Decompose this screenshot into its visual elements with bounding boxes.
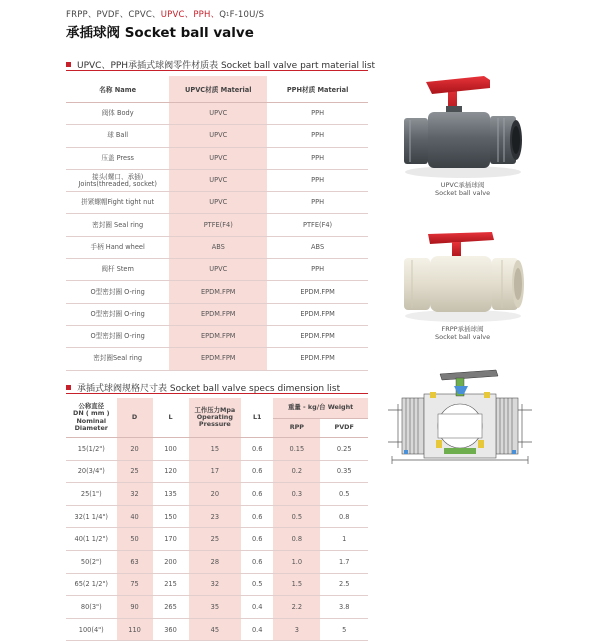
pressure-cell: 15 xyxy=(189,438,242,461)
col-l1-header: L1 xyxy=(241,398,273,438)
pph-material-cell: PTFE(F4) xyxy=(267,214,368,236)
pvdf-weight-cell: 1 xyxy=(320,528,368,551)
frpp-caption xyxy=(435,326,490,342)
pvdf-weight-cell: 0.25 xyxy=(320,438,368,461)
pressure-cell: 45 xyxy=(189,618,242,641)
d-cell: 110 xyxy=(117,618,153,641)
table-row xyxy=(66,618,368,641)
table-row xyxy=(66,460,368,483)
series-text-red: UPVC、PPH、 xyxy=(160,10,220,20)
pph-material-cell: PPH xyxy=(267,147,368,169)
pvdf-weight-cell: 5 xyxy=(320,618,368,641)
pph-material-cell: EPDM.FPM xyxy=(267,281,368,303)
table-row xyxy=(66,505,368,528)
table-row xyxy=(66,192,368,214)
upvc-material-cell: UPVC xyxy=(169,169,267,191)
l-cell: 100 xyxy=(153,438,189,461)
frpp-valve-image xyxy=(398,218,528,324)
table-row xyxy=(66,125,368,147)
d-cell: 63 xyxy=(117,550,153,573)
pressure-cell: 25 xyxy=(189,528,242,551)
pressure-cell: 35 xyxy=(189,596,242,619)
upvc-caption-line2: Socket ball valve xyxy=(435,188,491,197)
dn-cell: 65(2 1/2") xyxy=(66,573,117,596)
dn-label-4: Diameter xyxy=(74,423,108,432)
upvc-valve-image xyxy=(398,70,528,182)
part-name-cell: 手柄 Hand wheel xyxy=(66,236,169,258)
col-l-header: L xyxy=(153,398,189,438)
col-name-header: 名称 Name xyxy=(66,76,169,103)
d-cell: 20 xyxy=(117,438,153,461)
pph-material-cell: EPDM.FPM xyxy=(267,303,368,325)
pressure-label-1: 工作压力Mpa xyxy=(194,405,236,414)
spec-table xyxy=(66,398,368,641)
d-cell: 75 xyxy=(117,573,153,596)
col-pph-header: PPH材质 Material xyxy=(267,76,368,103)
rpp-weight-cell: 0.8 xyxy=(273,528,320,551)
material-rule xyxy=(66,70,368,71)
dn-label-1: 公称直径 xyxy=(78,402,105,411)
l-cell: 120 xyxy=(153,460,189,483)
l-cell: 360 xyxy=(153,618,189,641)
l1-cell: 0.4 xyxy=(241,618,273,641)
l1-cell: 0.6 xyxy=(241,438,273,461)
pressure-cell: 23 xyxy=(189,505,242,528)
pressure-cell: 32 xyxy=(189,573,242,596)
l1-cell: 0.6 xyxy=(241,550,273,573)
col-dn-header xyxy=(66,398,117,438)
l1-cell: 0.4 xyxy=(241,596,273,619)
table-row xyxy=(66,103,368,125)
upvc-material-cell: EPDM.FPM xyxy=(169,303,267,325)
l-cell: 215 xyxy=(153,573,189,596)
table-row xyxy=(66,169,368,191)
d-cell: 40 xyxy=(117,505,153,528)
d-cell: 25 xyxy=(117,460,153,483)
upvc-material-cell: UPVC xyxy=(169,125,267,147)
col-upvc-header: UPVC材质 Material xyxy=(169,76,267,103)
dn-cell: 40(1 1/2") xyxy=(66,528,117,551)
dn-cell: 80(3") xyxy=(66,596,117,619)
l1-cell: 0.6 xyxy=(241,528,273,551)
rpp-weight-cell: 1.0 xyxy=(273,550,320,573)
bullet-square-icon xyxy=(66,385,71,390)
table-row xyxy=(66,550,368,573)
table-row xyxy=(66,528,368,551)
d-cell: 32 xyxy=(117,483,153,506)
table-row xyxy=(66,303,368,325)
valve-cross-section-drawing xyxy=(384,364,536,474)
pvdf-weight-cell: 0.5 xyxy=(320,483,368,506)
joint-sublabel: Joints(threaded, socket) xyxy=(78,179,157,188)
l-cell: 170 xyxy=(153,528,189,551)
col-pvdf-header: PVDF xyxy=(320,419,368,438)
col-weight-header: 重量 - kg/台 Weight xyxy=(273,398,368,419)
l-cell: 265 xyxy=(153,596,189,619)
upvc-material-cell: PTFE(F4) xyxy=(169,214,267,236)
pph-material-cell: PPH xyxy=(267,103,368,125)
pph-material-cell: ABS xyxy=(267,236,368,258)
upvc-material-cell: EPDM.FPM xyxy=(169,325,267,347)
dn-cell: 100(4") xyxy=(66,618,117,641)
upvc-material-cell: UPVC xyxy=(169,103,267,125)
table-row xyxy=(66,483,368,506)
rpp-weight-cell: 0.15 xyxy=(273,438,320,461)
joint-label: 接头(螺口、承插) xyxy=(92,172,144,181)
col-d-header: D xyxy=(117,398,153,438)
frpp-caption-line1: FRPP承插球阀 xyxy=(441,325,484,333)
upvc-material-cell: ABS xyxy=(169,236,267,258)
table-row xyxy=(66,573,368,596)
pvdf-weight-cell: 0.8 xyxy=(320,505,368,528)
pph-material-cell: PPH xyxy=(267,192,368,214)
part-name-cell: 阀杆 Stem xyxy=(66,259,169,281)
spec-heading-text: 承插式球阀规格尺寸表 Socket ball valve specs dimension list xyxy=(77,384,341,394)
upvc-material-cell: EPDM.FPM xyxy=(169,281,267,303)
upvc-caption-line1: UPVC承插球阀 xyxy=(440,181,485,189)
rpp-weight-cell: 3 xyxy=(273,618,320,641)
part-name-cell: O型密封圈 O-ring xyxy=(66,303,169,325)
series-superscript: 1 xyxy=(226,12,230,18)
table-row xyxy=(66,348,368,370)
upvc-material-cell: UPVC xyxy=(169,259,267,281)
pvdf-weight-cell: 2.5 xyxy=(320,573,368,596)
dn-cell: 32(1 1/4") xyxy=(66,505,117,528)
l1-cell: 0.6 xyxy=(241,505,273,528)
table-row xyxy=(66,147,368,169)
upvc-material-cell: UPVC xyxy=(169,147,267,169)
pressure-label-2: Operating xyxy=(196,412,233,421)
part-name-cell: 阀体 Body xyxy=(66,103,169,125)
pvdf-weight-cell: 3.8 xyxy=(320,596,368,619)
pph-material-cell: EPDM.FPM xyxy=(267,325,368,347)
material-header-row xyxy=(66,76,368,103)
pvdf-weight-cell: 1.7 xyxy=(320,550,368,573)
table-row xyxy=(66,281,368,303)
pressure-cell: 28 xyxy=(189,550,242,573)
table-row xyxy=(66,236,368,258)
dn-label-2: DN ( mm ) xyxy=(73,409,110,418)
table-row xyxy=(66,325,368,347)
pressure-cell: 17 xyxy=(189,460,242,483)
page-title: 承插球阀 Socket ball valve xyxy=(66,25,254,41)
pph-material-cell: PPH xyxy=(267,169,368,191)
pph-material-cell: PPH xyxy=(267,259,368,281)
series-line xyxy=(66,8,264,20)
l1-cell: 0.6 xyxy=(241,483,273,506)
rpp-weight-cell: 0.2 xyxy=(273,460,320,483)
pph-material-cell: EPDM.FPM xyxy=(267,348,368,370)
part-name-cell: O型密封圈 O-ring xyxy=(66,325,169,347)
material-heading-text: UPVC、PPH承插式球阀零件材质表 Socket ball valve part material list xyxy=(77,61,376,71)
d-cell: 50 xyxy=(117,528,153,551)
table-row xyxy=(66,438,368,461)
bullet-square-icon xyxy=(66,62,71,67)
part-name-cell xyxy=(66,169,169,191)
part-name-cell: 压盖 Press xyxy=(66,147,169,169)
rpp-weight-cell: 2.2 xyxy=(273,596,320,619)
dn-cell: 20(3/4") xyxy=(66,460,117,483)
l-cell: 135 xyxy=(153,483,189,506)
col-rpp-header: RPP xyxy=(273,419,320,438)
dn-label-3: Nominal xyxy=(76,416,107,425)
upvc-material-cell: EPDM.FPM xyxy=(169,348,267,370)
series-text-model: F-10U/S xyxy=(229,10,265,20)
spec-rule xyxy=(66,393,368,394)
l-cell: 150 xyxy=(153,505,189,528)
l1-cell: 0.6 xyxy=(241,460,273,483)
pressure-label-3: Pressure xyxy=(198,420,231,429)
pvdf-weight-cell: 0.35 xyxy=(320,460,368,483)
series-text-q: Q xyxy=(219,10,227,20)
dn-cell: 25(1") xyxy=(66,483,117,506)
part-name-cell: O型密封圈 O-ring xyxy=(66,281,169,303)
part-name-cell: 拼紧螺帽Fight tight nut xyxy=(66,192,169,214)
dn-cell: 50(2") xyxy=(66,550,117,573)
rpp-weight-cell: 0.3 xyxy=(273,483,320,506)
part-name-cell: 球 Ball xyxy=(66,125,169,147)
part-name-cell: 密封圈Seal ring xyxy=(66,348,169,370)
col-pressure-header xyxy=(189,398,242,438)
frpp-caption-line2: Socket ball valve xyxy=(435,332,491,341)
l-cell: 200 xyxy=(153,550,189,573)
d-cell: 90 xyxy=(117,596,153,619)
table-row xyxy=(66,259,368,281)
dn-cell: 15(1/2") xyxy=(66,438,117,461)
l1-cell: 0.5 xyxy=(241,573,273,596)
pressure-cell: 20 xyxy=(189,483,242,506)
table-row xyxy=(66,596,368,619)
rpp-weight-cell: 0.5 xyxy=(273,505,320,528)
pph-material-cell: PPH xyxy=(267,125,368,147)
rpp-weight-cell: 1.5 xyxy=(273,573,320,596)
material-table xyxy=(66,76,368,371)
upvc-material-cell: UPVC xyxy=(169,192,267,214)
table-row xyxy=(66,214,368,236)
part-name-cell: 密封圈 Seal ring xyxy=(66,214,169,236)
series-text-a: FRPP、PVDF、CPVC、 xyxy=(66,10,161,20)
upvc-caption xyxy=(435,182,490,198)
